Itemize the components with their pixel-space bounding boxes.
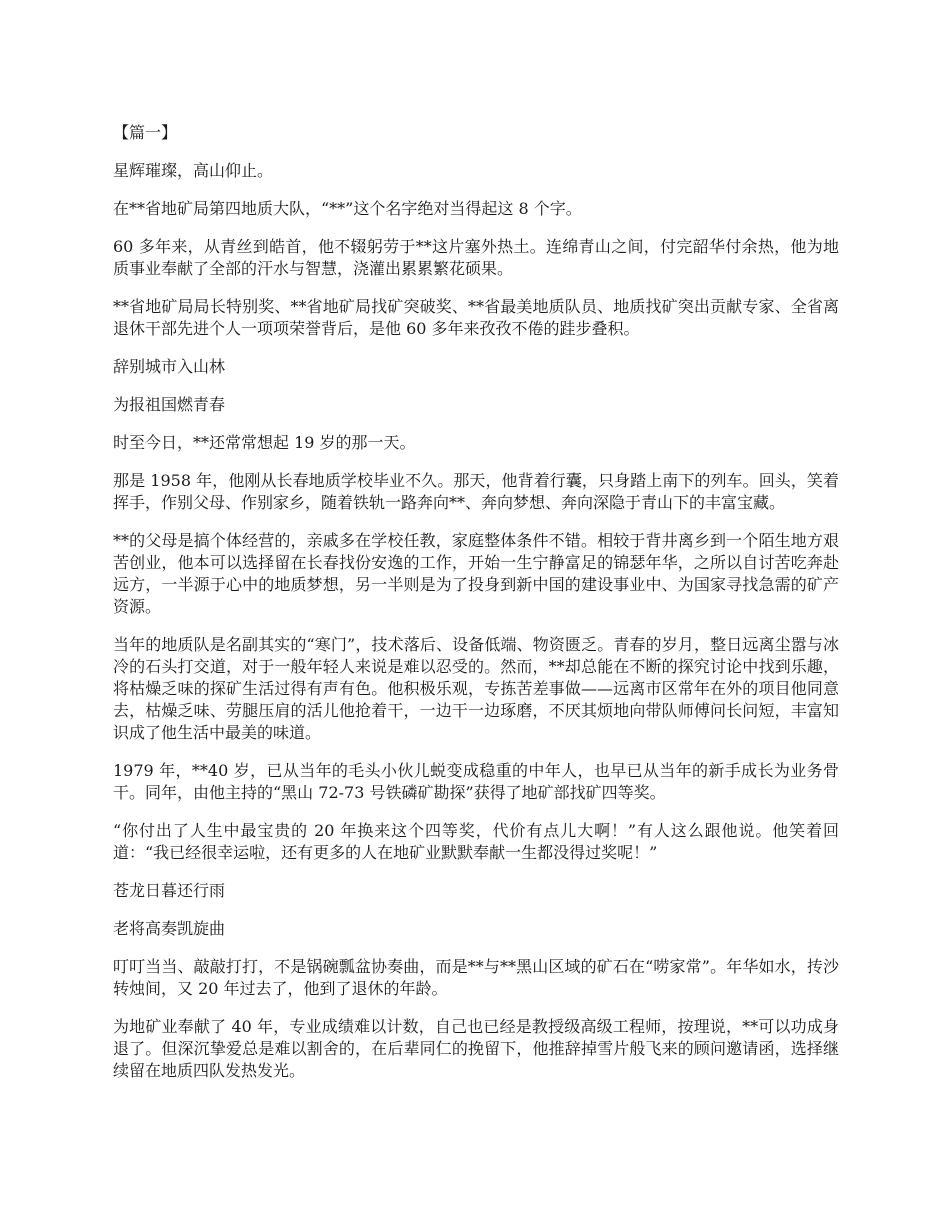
paragraph: 1979 年，**40 岁，已从当年的毛头小伙儿蜕变成稳重的中年人，也早已从当年的新手成长为业务骨干。同年，由他主持的“黑山 72-73 号铁磷矿勘探”获得了地矿部找矿四等奖。 — [113, 761, 839, 802]
section-heading: 【篇一】 — [113, 123, 178, 142]
paragraph: 那是 1958 年，他刚从长春地质学校毕业不久。那天，他背着行囊，只身踏上南下的列车。回头，笑着挥手，作别父母、作别家乡，随着铁轨一路奔向**、奔向梦想、奔向深隐于青山下的丰富宝藏。 — [113, 471, 839, 512]
paragraph: 时至今日，**还常常想起 19 岁的那一天。 — [113, 433, 416, 452]
subheading: 为报祖国燃青春 — [113, 395, 226, 414]
paragraph: 当年的地质队是名副其实的“寒门”，技术落后、设备低端、物资匮乏。青春的岁月，整日远离尘嚣与冰冷的石头打交道，对于一般年轻人来说是难以忍受的。然而，**却总能在不断的探究讨论中找到乐趣，将枯燥乏味的探矿生活过得有声有色。他积极乐观，专拣苦差事做——远离市区常年在外的项目他同意去，枯燥乏味、劳腿压肩的活儿他抢着干，一边干一边琢磨，不厌其烦地向带队师傅问长问短，丰富知识成了他生活中最美的味道。 — [113, 635, 839, 742]
paragraph: 在**省地矿局第四地质大队，“**”这个名字绝对当得起这 8 个字。 — [113, 199, 582, 218]
paragraph: **省地矿局局长特别奖、**省地矿局找矿突破奖、**省最美地质队员、地质找矿突出贡献专家、全省离退休干部先进个人一项项荣誉背后，是他 60 多年来孜孜不倦的跬步叠积。 — [113, 297, 839, 338]
subheading: 老将高奏凯旋曲 — [113, 919, 226, 938]
paragraph: “你付出了人生中最宝贵的 20 年换来这个四等奖，代价有点儿大啊！”有人这么跟他说。他笑着回道：“我已经很幸运啦，还有更多的人在地矿业默默奉献一生都没得过奖呢！” — [113, 821, 839, 862]
paragraph: 叮叮当当、敲敲打打，不是锅碗瓢盆协奏曲，而是**与**黑山区域的矿石在“唠家常”。年华如水，抟沙转烛间，又 20 年过去了，他到了退休的年龄。 — [113, 957, 839, 998]
paragraph: 为地矿业奉献了 40 年，专业成绩难以计数，自己也已经是教授级高级工程师，按理说，**可以功成身退了。但深沉挚爱总是难以割舍的，在后辈同仁的挽留下，他推辞掉雪片般飞来的顾问邀请函，选择继续留在地质四队发热发光。 — [113, 1017, 839, 1080]
document-body — [113, 122, 839, 1098]
subheading: 苍龙日暮还行雨 — [113, 881, 226, 900]
paragraph: 60 多年来，从青丝到皓首，他不辍躬劳于**这片塞外热土。连绵青山之间，付完韶华付余热，他为地质事业奉献了全部的汗水与智慧，浇灌出累累繁花硕果。 — [113, 237, 839, 278]
paragraph: **的父母是搞个体经营的，亲戚多在学校任教，家庭整体条件不错。相较于背井离乡到一个陌生地方艰苦创业，他本可以选择留在长春找份安逸的工作，开始一生宁静富足的锦瑟年华，之所以自讨苦吃奔赴远方，一半源于心中的地质梦想，另一半则是为了投身到新中国的建设事业中、为国家寻找急需的矿产资源。 — [113, 531, 839, 616]
subheading: 辞别城市入山林 — [113, 357, 226, 376]
paragraph: 星辉璀璨，高山仰止。 — [113, 161, 274, 180]
